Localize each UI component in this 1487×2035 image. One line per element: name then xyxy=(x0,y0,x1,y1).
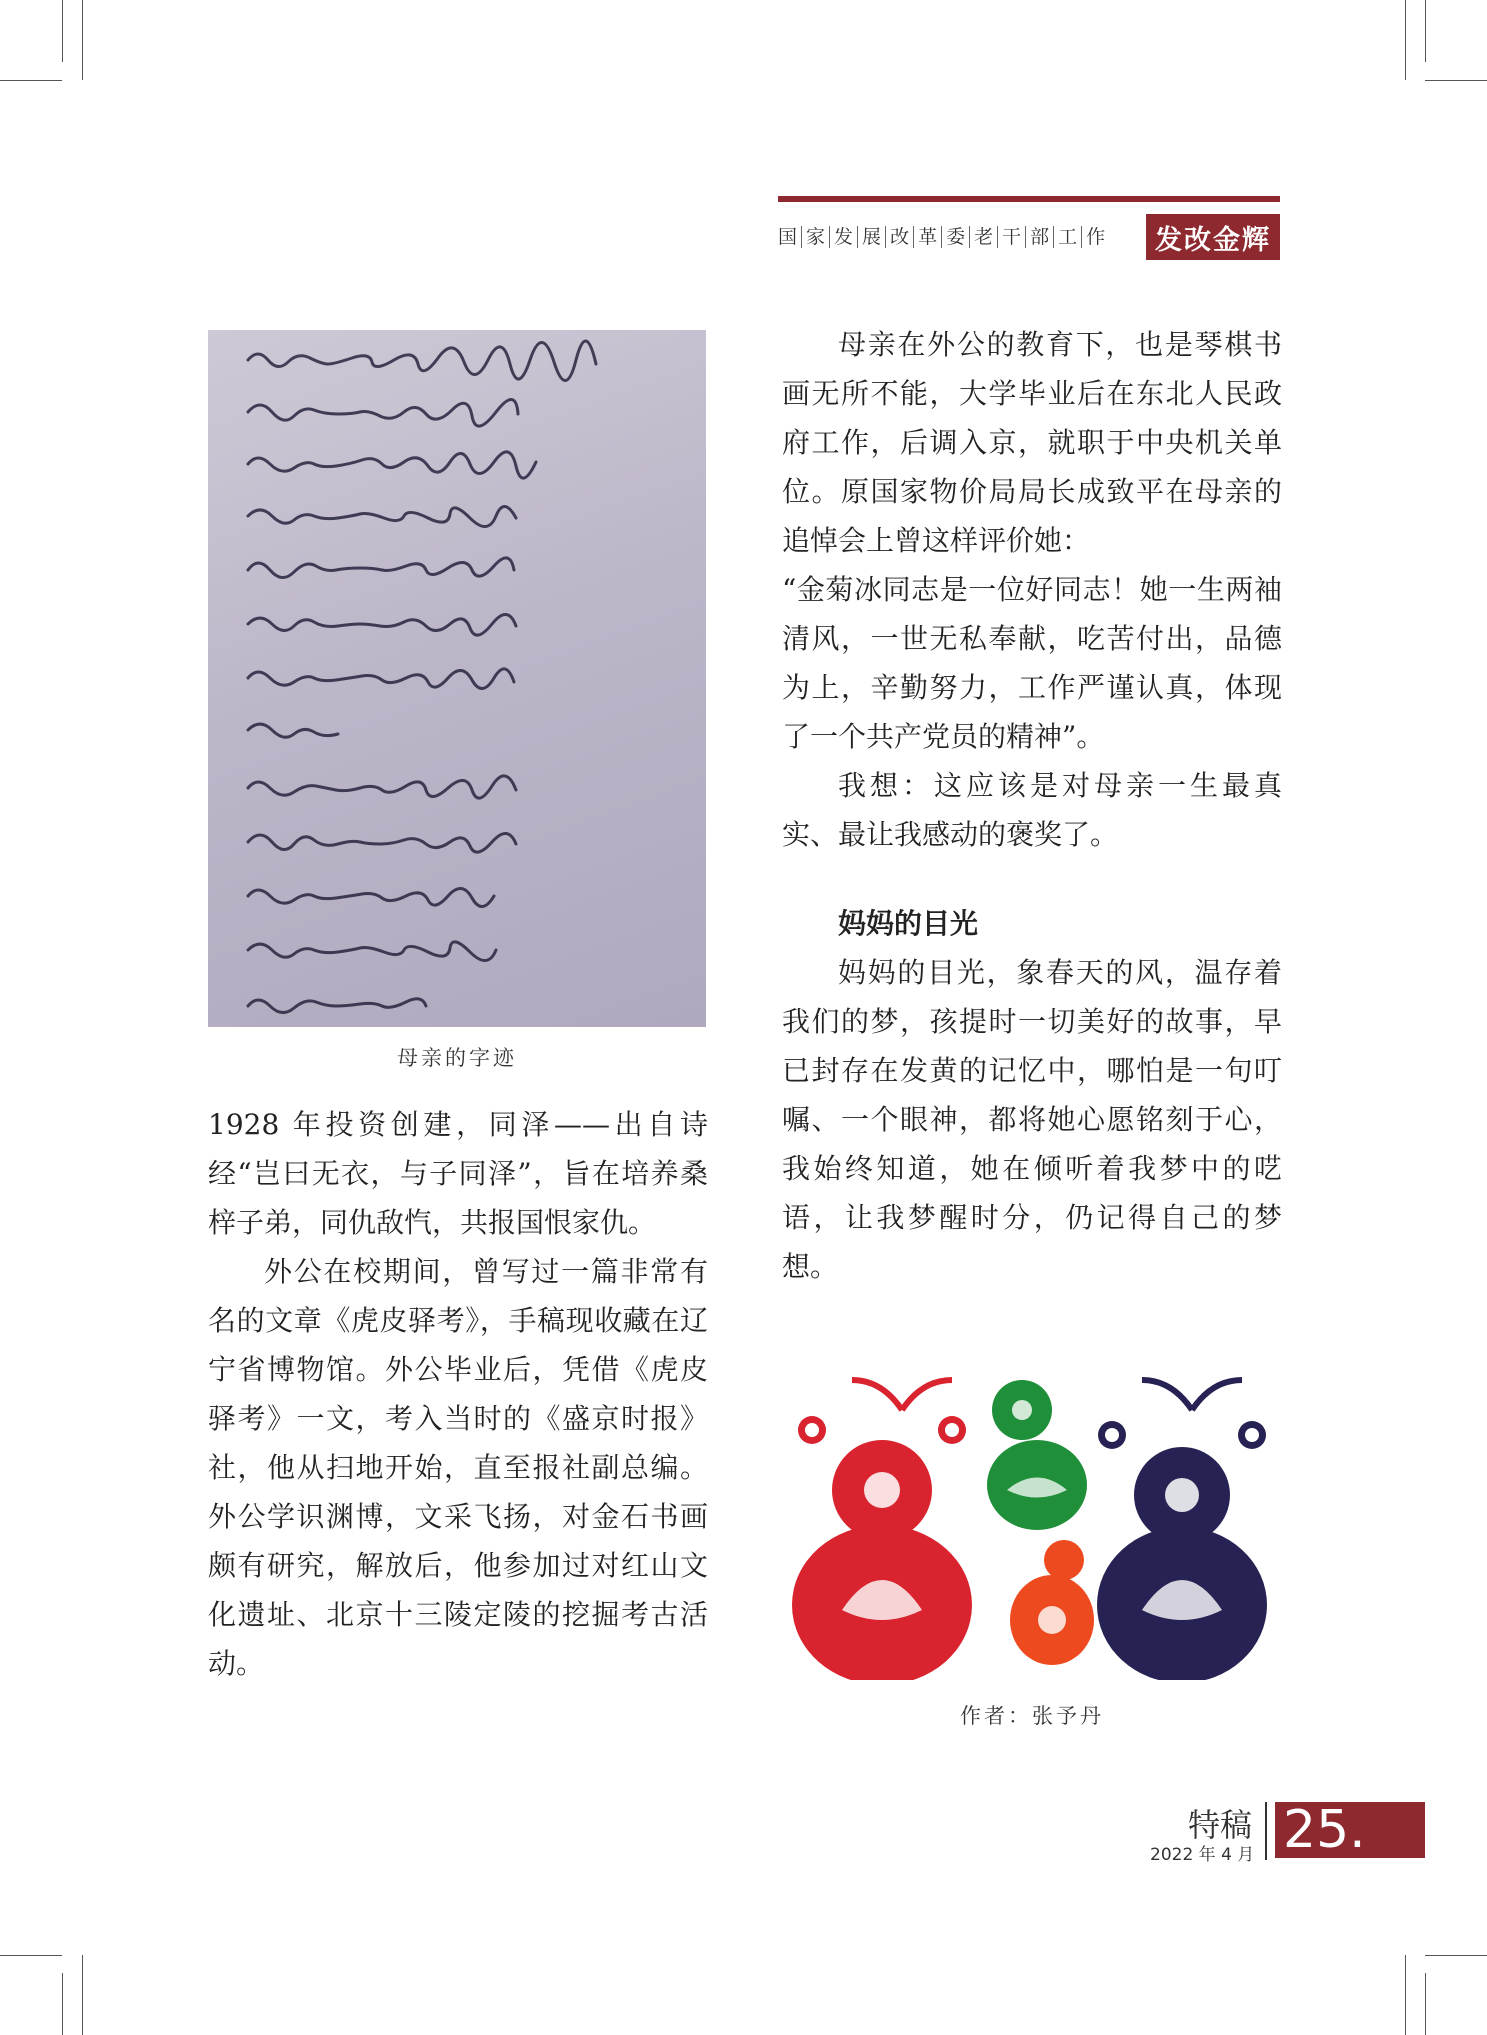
left-column xyxy=(208,1100,708,1688)
gourd-papercut-icon xyxy=(782,1350,1282,1680)
header-nav-char: 发 xyxy=(830,226,858,248)
brand-logo: 发改金辉 xyxy=(1146,214,1280,260)
right-column xyxy=(782,320,1282,1291)
header-nav-char: 革 xyxy=(914,226,942,248)
header-rule xyxy=(778,196,1280,202)
crop-mark xyxy=(1405,1955,1406,2035)
header-nav-char: 老 xyxy=(970,226,998,248)
header-nav-char: 家 xyxy=(802,226,830,248)
body-paragraph: 外公在校期间，曾写过一篇非常有名的文章《虎皮驿考》，手稿现收藏在辽宁省博物馆。外公毕业后，凭借《虎皮驿考》一文，考入当时的《盛京时报》社，他从扫地开始，直至报社副总编。外公学识渊博，文采飞扬，对金石书画颇有研究，解放后，他参加过对红山文化遗址、北京十三陵定陵的挖掘考古活动。 xyxy=(208,1255,708,1680)
footer-divider xyxy=(1265,1802,1267,1860)
crop-mark xyxy=(0,1955,62,1956)
papercut-artwork xyxy=(782,1350,1282,1680)
crop-mark xyxy=(1405,0,1406,80)
crop-mark xyxy=(82,1955,83,2035)
header-nav-char: 委 xyxy=(942,226,970,248)
body-paragraph: 我想：这应该是对母亲一生最真实、最让我感动的褒奖了。 xyxy=(782,769,1282,851)
crop-mark xyxy=(1425,1973,1426,2035)
header-nav-char: 改 xyxy=(886,226,914,248)
handwriting-photo xyxy=(208,330,706,1027)
quote-paragraph: “金菊冰同志是一位好同志！她一生两袖清风，一世无私奉献，吃苦付出，品德为上，辛勤努力，工作严谨认真，体现了一个共产党员的精神”。 xyxy=(782,573,1282,753)
crop-mark xyxy=(62,0,63,62)
section-title: 妈妈的目光 xyxy=(838,907,979,940)
header-nav-char: 部 xyxy=(1026,226,1054,248)
page-number: 25. xyxy=(1275,1802,1425,1858)
crop-mark xyxy=(1425,0,1426,62)
crop-mark xyxy=(1425,80,1487,81)
handwriting-scribbles xyxy=(208,330,706,1027)
body-paragraph: 母亲在外公的教育下，也是琴棋书画无所不能，大学毕业后在东北人民政府工作，后调入京，就职于中央机关单位。原国家物价局局长成致平在母亲的追悼会上曾这样评价她： xyxy=(782,328,1282,557)
green-gourd-icon xyxy=(987,1380,1087,1530)
header-nav-char: 展 xyxy=(858,226,886,248)
orange-gourd-icon xyxy=(1010,1540,1094,1665)
crop-mark xyxy=(82,0,83,80)
body-paragraph: 妈妈的目光，象春天的风，温存着我们的梦，孩提时一切美好的故事，早已封存在发黄的记忆中，哪怕是一句叮嘱、一个眼神，都将她心愿铭刻于心，我始终知道，她在倾听着我梦中的呓语，让我梦醒时分，仍记得自己的梦想。 xyxy=(782,956,1282,1283)
header-nav-char: 作 xyxy=(1086,226,1106,248)
red-gourd-icon xyxy=(792,1380,972,1680)
crop-mark xyxy=(0,80,62,81)
navy-gourd-icon xyxy=(1097,1380,1267,1680)
header-nav-char: 国 xyxy=(778,226,802,248)
photo-caption: 母亲的字迹 xyxy=(397,1046,517,1070)
header-nav-char: 工 xyxy=(1054,226,1082,248)
body-paragraph: 1928 年投资创建，同泽——出自诗经“岂曰无衣，与子同泽”，旨在培养桑梓子弟，同仇敌忾，共报国恨家仇。 xyxy=(208,1108,708,1239)
header-nav-char: 干 xyxy=(998,226,1026,248)
footer-date: 2022 年 4 月 xyxy=(1150,1845,1255,1865)
header-nav xyxy=(778,226,1109,248)
art-caption: 作者：张予丹 xyxy=(960,1704,1104,1728)
crop-mark xyxy=(1425,1955,1487,1956)
crop-mark xyxy=(62,1973,63,2035)
footer-section: 特稿 xyxy=(1188,1806,1253,1844)
